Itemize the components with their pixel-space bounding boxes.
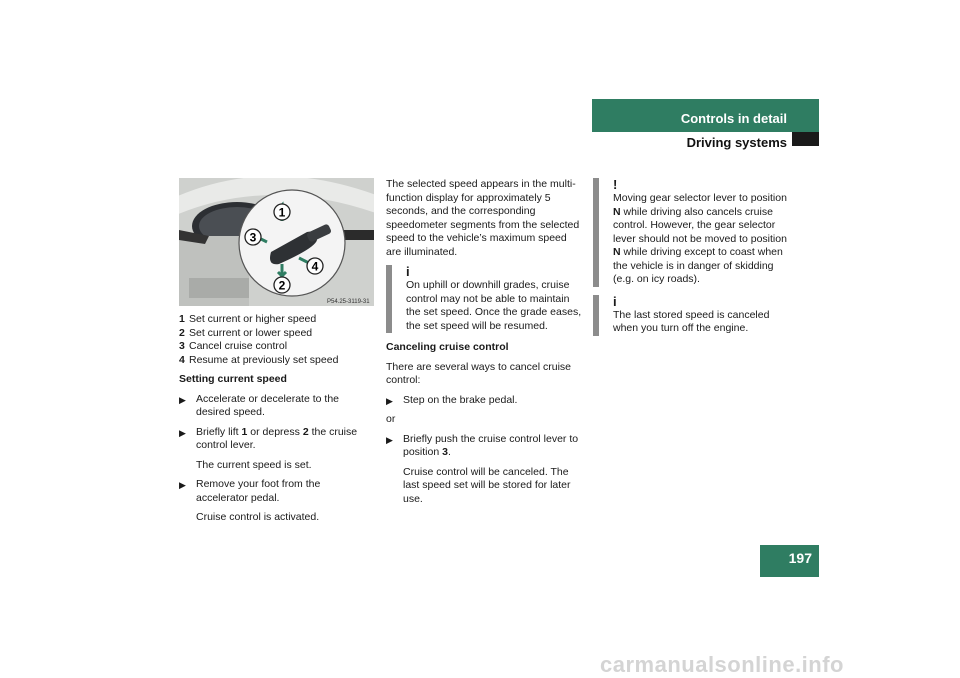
legend-list [179,313,375,367]
bullet-arrow-icon: ▶ [179,480,186,490]
callout-3-label: 3 [249,230,257,245]
result-speed-set: The current speed is set. [196,458,312,471]
step-lift-lever: ▶ Briefly lift 1 or depress 2 the cruise control lever. [179,425,358,451]
engine-info-note: i The last stored speed is canceled when you turn off the engine. [593,295,789,336]
bullet-arrow-icon: ▶ [179,394,186,405]
result-canceled: Cruise control will be canceled. The last speed set will be stored for later use. [403,465,571,505]
column-2 [386,178,582,512]
info-icon: i [406,264,410,279]
callout-2-label: 2 [278,278,286,293]
gear-warning-note: ! Moving gear selector lever to position N while driving also cancels cruise control. However, the gear selector lever should not be moved to position N while driving except to coast when the vehicle is in danger of skidding (e.g. on icy roads). [593,178,789,287]
info-icon: i [613,293,617,309]
setting-speed-heading: Setting current speed [179,373,287,385]
cruise-control-lever-photo [179,178,374,306]
bullet-arrow-icon: ▶ [386,395,393,406]
header-tab [792,132,819,146]
bullet-arrow-icon: ▶ [386,434,393,445]
canceling-heading: Canceling cruise control [386,341,509,353]
column-3 [593,178,789,344]
legend-item-2: 2 Set current or lower speed [179,326,313,339]
result-activated: Cruise control is activated. [196,511,320,523]
header-subtitle: Driving systems [686,135,787,150]
display-paragraph: The selected speed appears in the multi-function display for approximately 5 seconds, and the corresponding speedometer segments from the selected speed to the vehicle’s maximum speed are illuminated. [386,178,580,258]
step-accelerate: ▶ Accelerate or decelerate to the desired speed. [179,392,340,418]
step-push-lever: ▶ Briefly push the cruise control lever to position 3. [386,432,579,458]
header-title: Controls in detail [680,111,787,126]
warning-icon: ! [613,177,618,192]
watermark: carmanualsonline.info [600,652,844,677]
legend-item-3: 3 Cancel cruise control [179,340,288,352]
lever-illustration [179,178,374,306]
legend-item-1: 1 Set current or higher speed [179,313,317,325]
page-number: 197 [760,545,819,577]
page-header [592,99,819,149]
cancel-intro: There are several ways to cancel cruise control: [386,360,571,386]
legend-item-4: 4 Resume at previously set speed [179,353,339,366]
callout-1-label: 1 [278,205,286,220]
callout-4-label: 4 [311,259,319,274]
column-1 [179,313,375,531]
or-text: or [386,413,396,425]
bullet-arrow-icon: ▶ [179,427,186,438]
step-remove-foot: ▶ Remove your foot from the accelerator pedal. [179,478,321,504]
step-brake: ▶ Step on the brake pedal. [386,394,582,408]
figure-code: P54.25-3119-31 [327,299,370,305]
grade-info-note: i On uphill or downhill grades, cruise control may not be able to maintain the set speed. Once the grade eases, the set speed will be resumed. [386,265,582,333]
